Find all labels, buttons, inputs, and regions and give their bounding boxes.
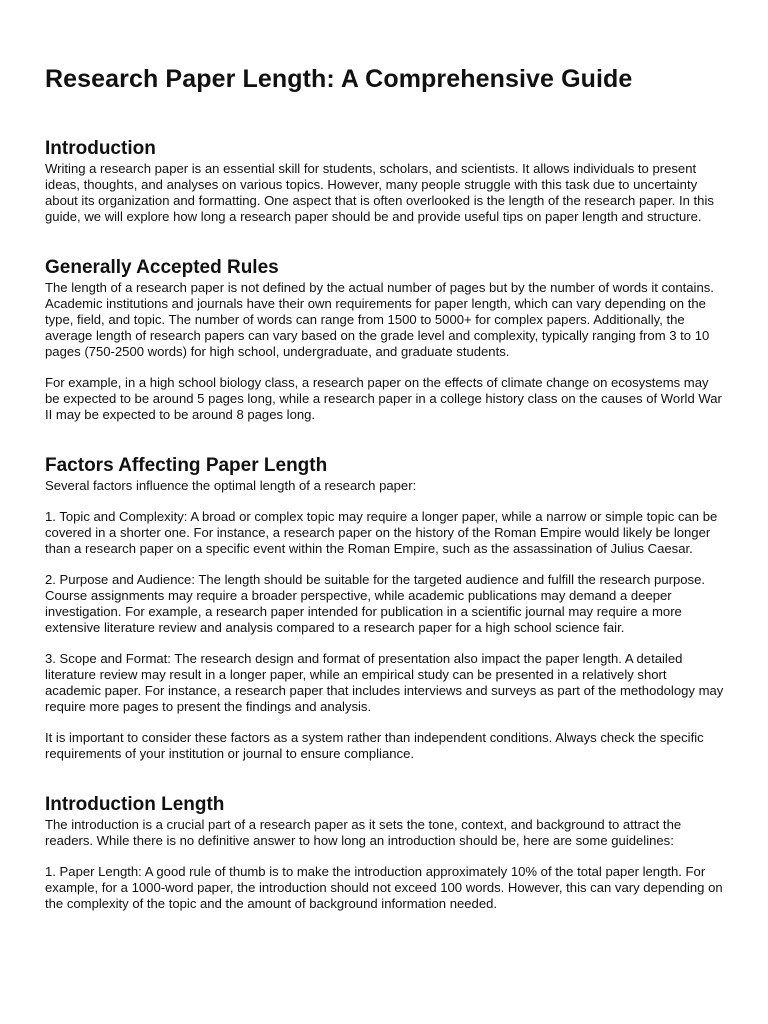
paragraph-gap <box>45 715 725 730</box>
paragraph: 3. Scope and Format: The research design and format of presentation also impact the paper length. A detailed literature review may result in a longer paper, while an empirical study can be presented in a relatively short academic paper. For instance, a research paper that includes interviews and surveys as part of the methodology may require more pages to present the findings and analysis. <box>45 651 724 714</box>
paragraph: 1. Topic and Complexity: A broad or complex topic may require a longer paper, while a narrow or simple topic can be covered in a shorter one. For instance, a research paper on the history of the Roman Empire would likely be longer than a research paper on a specific event within the Roman Empire, such as the assassination of Julius Caesar. <box>45 509 718 556</box>
paragraph: The length of a research paper is not defined by the actual number of pages but by the number of words it contains. Academic institutions and journals have their own requirements for paper length, which can vary depending on the type, field, and topic. The number of words can range from 1500 to 5000+ for complex papers. Additionally, the average length of research papers can vary based on the grade level and complexity, typically ranging from 3 to 10 pages (750-2500 words) for high school, undergraduate, and graduate students. <box>45 280 714 359</box>
paragraph: For example, in a high school biology class, a research paper on the effects of climate change on ecosystems may be expected to be around 5 pages long, while a research paper in a college history class on the causes of World War II may be expected to be around 8 pages long. <box>45 375 722 422</box>
paragraph: 1. Paper Length: A good rule of thumb is to make the introduction approximately 10% of the total paper length. For example, for a 1000-word paper, the introduction should not exceed 100 words. However, this can vary depending on the complexity of the topic and the amount of background information needed. <box>45 864 723 911</box>
paragraph: 2. Purpose and Audience: The length should be suitable for the targeted audience and fulfill the research purpose. Course assignments may require a broader perspective, while academic publications may demand a deeper investigation. For example, a research paper intended for publication in a scientific journal may require a more extensive literature review and analysis compared to a research paper for a high school science fair. <box>45 572 705 635</box>
paragraph-gap <box>45 360 725 375</box>
paragraph-gap <box>45 494 725 509</box>
section-introduction-length <box>45 793 725 912</box>
section-factors-affecting-paper-length <box>45 454 725 762</box>
paragraph: Several factors influence the optimal length of a research paper: <box>45 478 417 493</box>
section-heading: Generally Accepted Rules <box>45 257 279 278</box>
paragraph-gap <box>45 557 725 572</box>
section-heading: Introduction <box>45 138 156 159</box>
paragraph: It is important to consider these factors as a system rather than independent conditions. Always check the specific requirements of your institution or journal to ensure compliance. <box>45 730 704 761</box>
section-generally-accepted-rules <box>45 256 725 423</box>
section-heading: Factors Affecting Paper Length <box>45 455 328 476</box>
paragraph-gap <box>45 636 725 651</box>
section-introduction <box>45 137 725 225</box>
document-title: Research Paper Length: A Comprehensive Guide <box>45 65 633 93</box>
paragraph: Writing a research paper is an essential skill for students, scholars, and scientists. It allows individuals to present ideas, thoughts, and analyses on various topics. However, many people struggle with this task due to uncertainty about its organization and formatting. One aspect that is often overlooked is the length of the research paper. In this guide, we will explore how long a research paper should be and provide useful tips on paper length and structure. <box>45 161 714 224</box>
paragraph-gap <box>45 849 725 864</box>
paragraph: The introduction is a crucial part of a research paper as it sets the tone, context, and background to attract the readers. While there is no definitive answer to how long an introduction should be, here are some guidelines: <box>45 817 682 848</box>
document-page <box>45 62 725 912</box>
section-heading: Introduction Length <box>45 794 225 815</box>
